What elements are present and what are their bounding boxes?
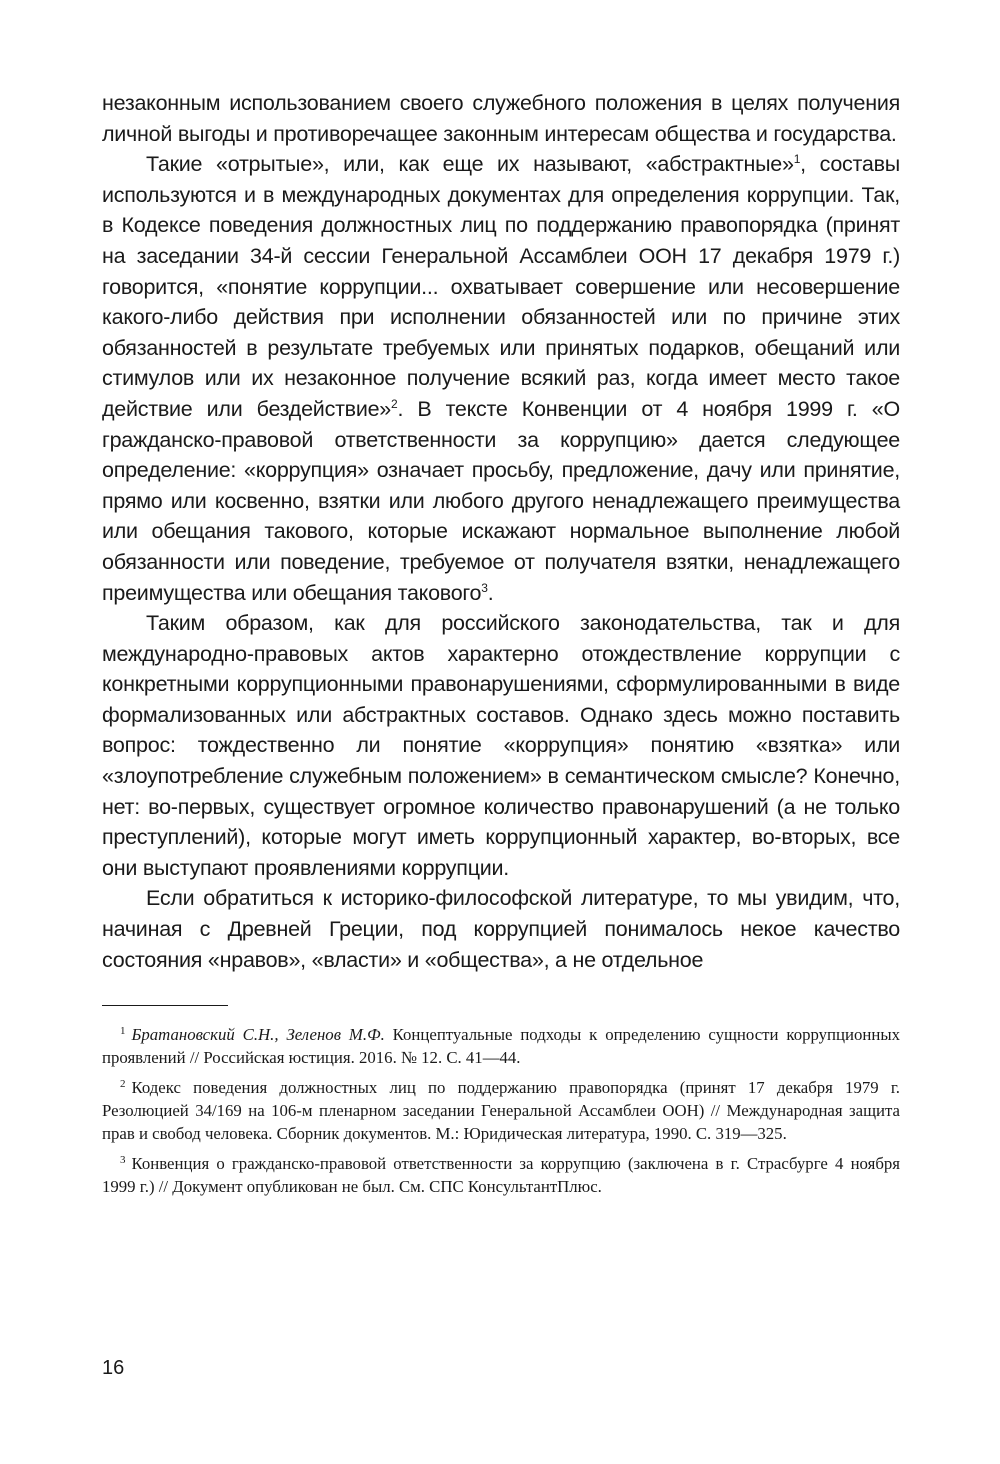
footnote-mark: 2 bbox=[120, 1077, 126, 1090]
paragraph-text: , составы используются и в международных документах для определения коррупции. Так, в Кодексе поведения должностных лиц по поддержанию правопорядка (принят на заседании 34-й сессии Генеральной Ассамблеи ООН 17 декабря 1979 г.) говорится, «понятие коррупции... охватывает совершение или несовершение какого-либо действия при исполнении обязанностей или по причине этих обязанностей в результате требуемых или принятых подарков, обещаний или стимулов или их незаконное получение всякий раз, когда имеет место такое действие или бездействие» bbox=[102, 152, 900, 421]
page-body bbox=[102, 88, 900, 1206]
footnote-author: Братановский С.Н., Зеленов М.Ф. bbox=[131, 1025, 385, 1045]
page-number: 16 bbox=[102, 1357, 125, 1379]
paragraph-continuation: незаконным использованием своего служебного положения в целях получения личной выгоды и противоречащее законным интересам общества и государства. bbox=[102, 91, 900, 146]
footnote-mark: 1 bbox=[120, 1024, 126, 1037]
footnote-1 bbox=[102, 1024, 900, 1069]
paragraph-text: . В тексте Конвенции от 4 ноября 1999 г. «О гражданско-правовой ответственности за коррупцию» дается следующее определение: «коррупция» означает просьбу, предложение, дачу или принятие, прямо или косвенно, взятки или любого другого ненадлежащего преимущества или обещания такового, которые искажают нормальное выполнение любой обязанности или поведение, требуемое от получателя взятки, ненадлежащего преимущества или обещания такового bbox=[102, 396, 900, 605]
footnotes bbox=[102, 1024, 900, 1198]
footnote-ref-3: 3 bbox=[481, 580, 488, 595]
paragraph-text: Такие «отрытые», или, как еще их называют, «абстрактные» bbox=[146, 152, 794, 177]
footnote-ref-2: 2 bbox=[391, 396, 398, 411]
footnote-text: Концептуальные подходы к определению сущности коррупционных проявлений // Российская юстиция. 2016. № 12. С. 41—44. bbox=[102, 1025, 900, 1067]
paragraph-abstract-offenses bbox=[102, 149, 900, 608]
footnote-3 bbox=[102, 1153, 900, 1198]
paragraph-text: . bbox=[487, 580, 494, 605]
footnote-separator bbox=[102, 1005, 228, 1006]
footnote-mark: 3 bbox=[120, 1153, 126, 1166]
paragraph-historical: Если обратиться к историко-философской литературе, то мы увидим, что, начиная с Древней Греции, под коррупцией понималось некое качество состояния «нравов», «власти» и «общества», а не отдельное bbox=[102, 886, 900, 972]
footnote-ref-1: 1 bbox=[793, 152, 801, 167]
footnote-text: Конвенция о гражданско-правовой ответственности за коррупцию (заключена в г. Страсбурге 4 ноября 1999 г.) // Документ опубликован не был. См. СПС КонсультантПлюс. bbox=[102, 1154, 900, 1196]
main-text bbox=[102, 88, 900, 975]
footnote-2 bbox=[102, 1077, 900, 1145]
footnote-text: Кодекс поведения должностных лиц по поддержанию правопорядка (принят 17 декабря 1979 г. Резолюцией 34/169 на 106-м пленарном заседании Генеральной Ассамблеи ООН) // Международная защита прав и свобод человека. Сборник документов. М.: Юридическая литература, 1990. С. 319—325. bbox=[102, 1078, 900, 1143]
paragraph-conclusion: Таким образом, как для российского законодательства, так и для международно-правовых актов характерно отождествление коррупции с конкретными коррупционными правонарушениями, сформулированными в виде формализованных или абстрактных составов. Однако здесь можно поставить вопрос: тождественно ли понятие «коррупция» понятию «взятка» или «злоупотребление служебным положением» в семантическом смысле? Конечно, нет: во-первых, существует огромное количество правонарушений (а не только преступлений), которые могут иметь коррупционный характер, во-вторых, все они выступают проявлениями коррупции. bbox=[102, 611, 900, 880]
